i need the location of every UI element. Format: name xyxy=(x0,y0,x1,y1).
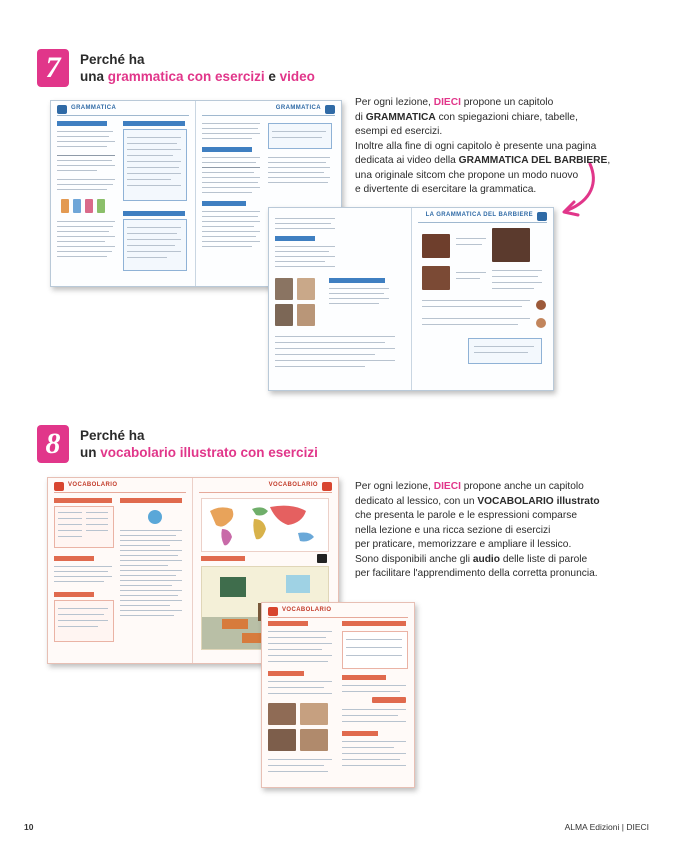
section-7-description: Per ogni lezione, DIECI propone un capitolo di GRAMMATICA con spiegazioni chiare, tabelle, esempi ed esercizi. Inoltre alla fine di ogni capitolo è presente una pagina dedicata ai video della GRAMMATICA DEL BARBIERE, una originale sitcom che propone un modo nuovo e divertente di esercitare la grammatica. xyxy=(355,97,611,195)
section-7-badge: 7 xyxy=(37,49,69,87)
page-number: 10 xyxy=(24,822,34,832)
world-map-illustration xyxy=(201,498,329,552)
section-8-title-line1: Perché ha xyxy=(80,428,145,443)
video-page-label: LA GRAMMATICA DEL BARBIERE xyxy=(425,212,533,218)
grammar-video-page xyxy=(268,207,554,391)
section-7-title-line2: una grammatica con esercizi e video xyxy=(80,69,315,84)
section-8-badge: 8 xyxy=(37,425,69,463)
vocabulary-page-label-left: VOCABOLARIO xyxy=(68,482,118,488)
section-7-title-line1: Perché ha xyxy=(80,52,145,67)
section-8-title-line2: un vocabolario illustrato con esercizi xyxy=(80,445,318,460)
vocabulary-exercise-label: VOCABOLARIO xyxy=(282,607,332,613)
grammar-left-page xyxy=(51,101,196,286)
grammar-page-label-right: GRAMMATICA xyxy=(275,105,321,111)
section-7-title xyxy=(80,51,315,85)
publisher-footer: ALMA Edizioni | DIECI xyxy=(564,822,649,832)
grammar-page-label-left: GRAMMATICA xyxy=(71,105,117,111)
section-8-description: Per ogni lezione, DIECI propone anche un capitolo dedicato al lessico, con un VOCABOLARIO illustrato che presenta le parole e le espressioni comparse nella lezione e una ricca sezione di esercizi per praticare, memorizzare e ampliare il lessico. Sono disponibili anche gli audio delle liste di parole per facilitare l'apprendimento della corretta pronuncia. xyxy=(355,481,600,579)
vocabulary-exercise-page xyxy=(261,602,415,788)
vocabulary-page-label-right: VOCABOLARIO xyxy=(268,482,318,488)
section-8-title xyxy=(80,427,318,461)
